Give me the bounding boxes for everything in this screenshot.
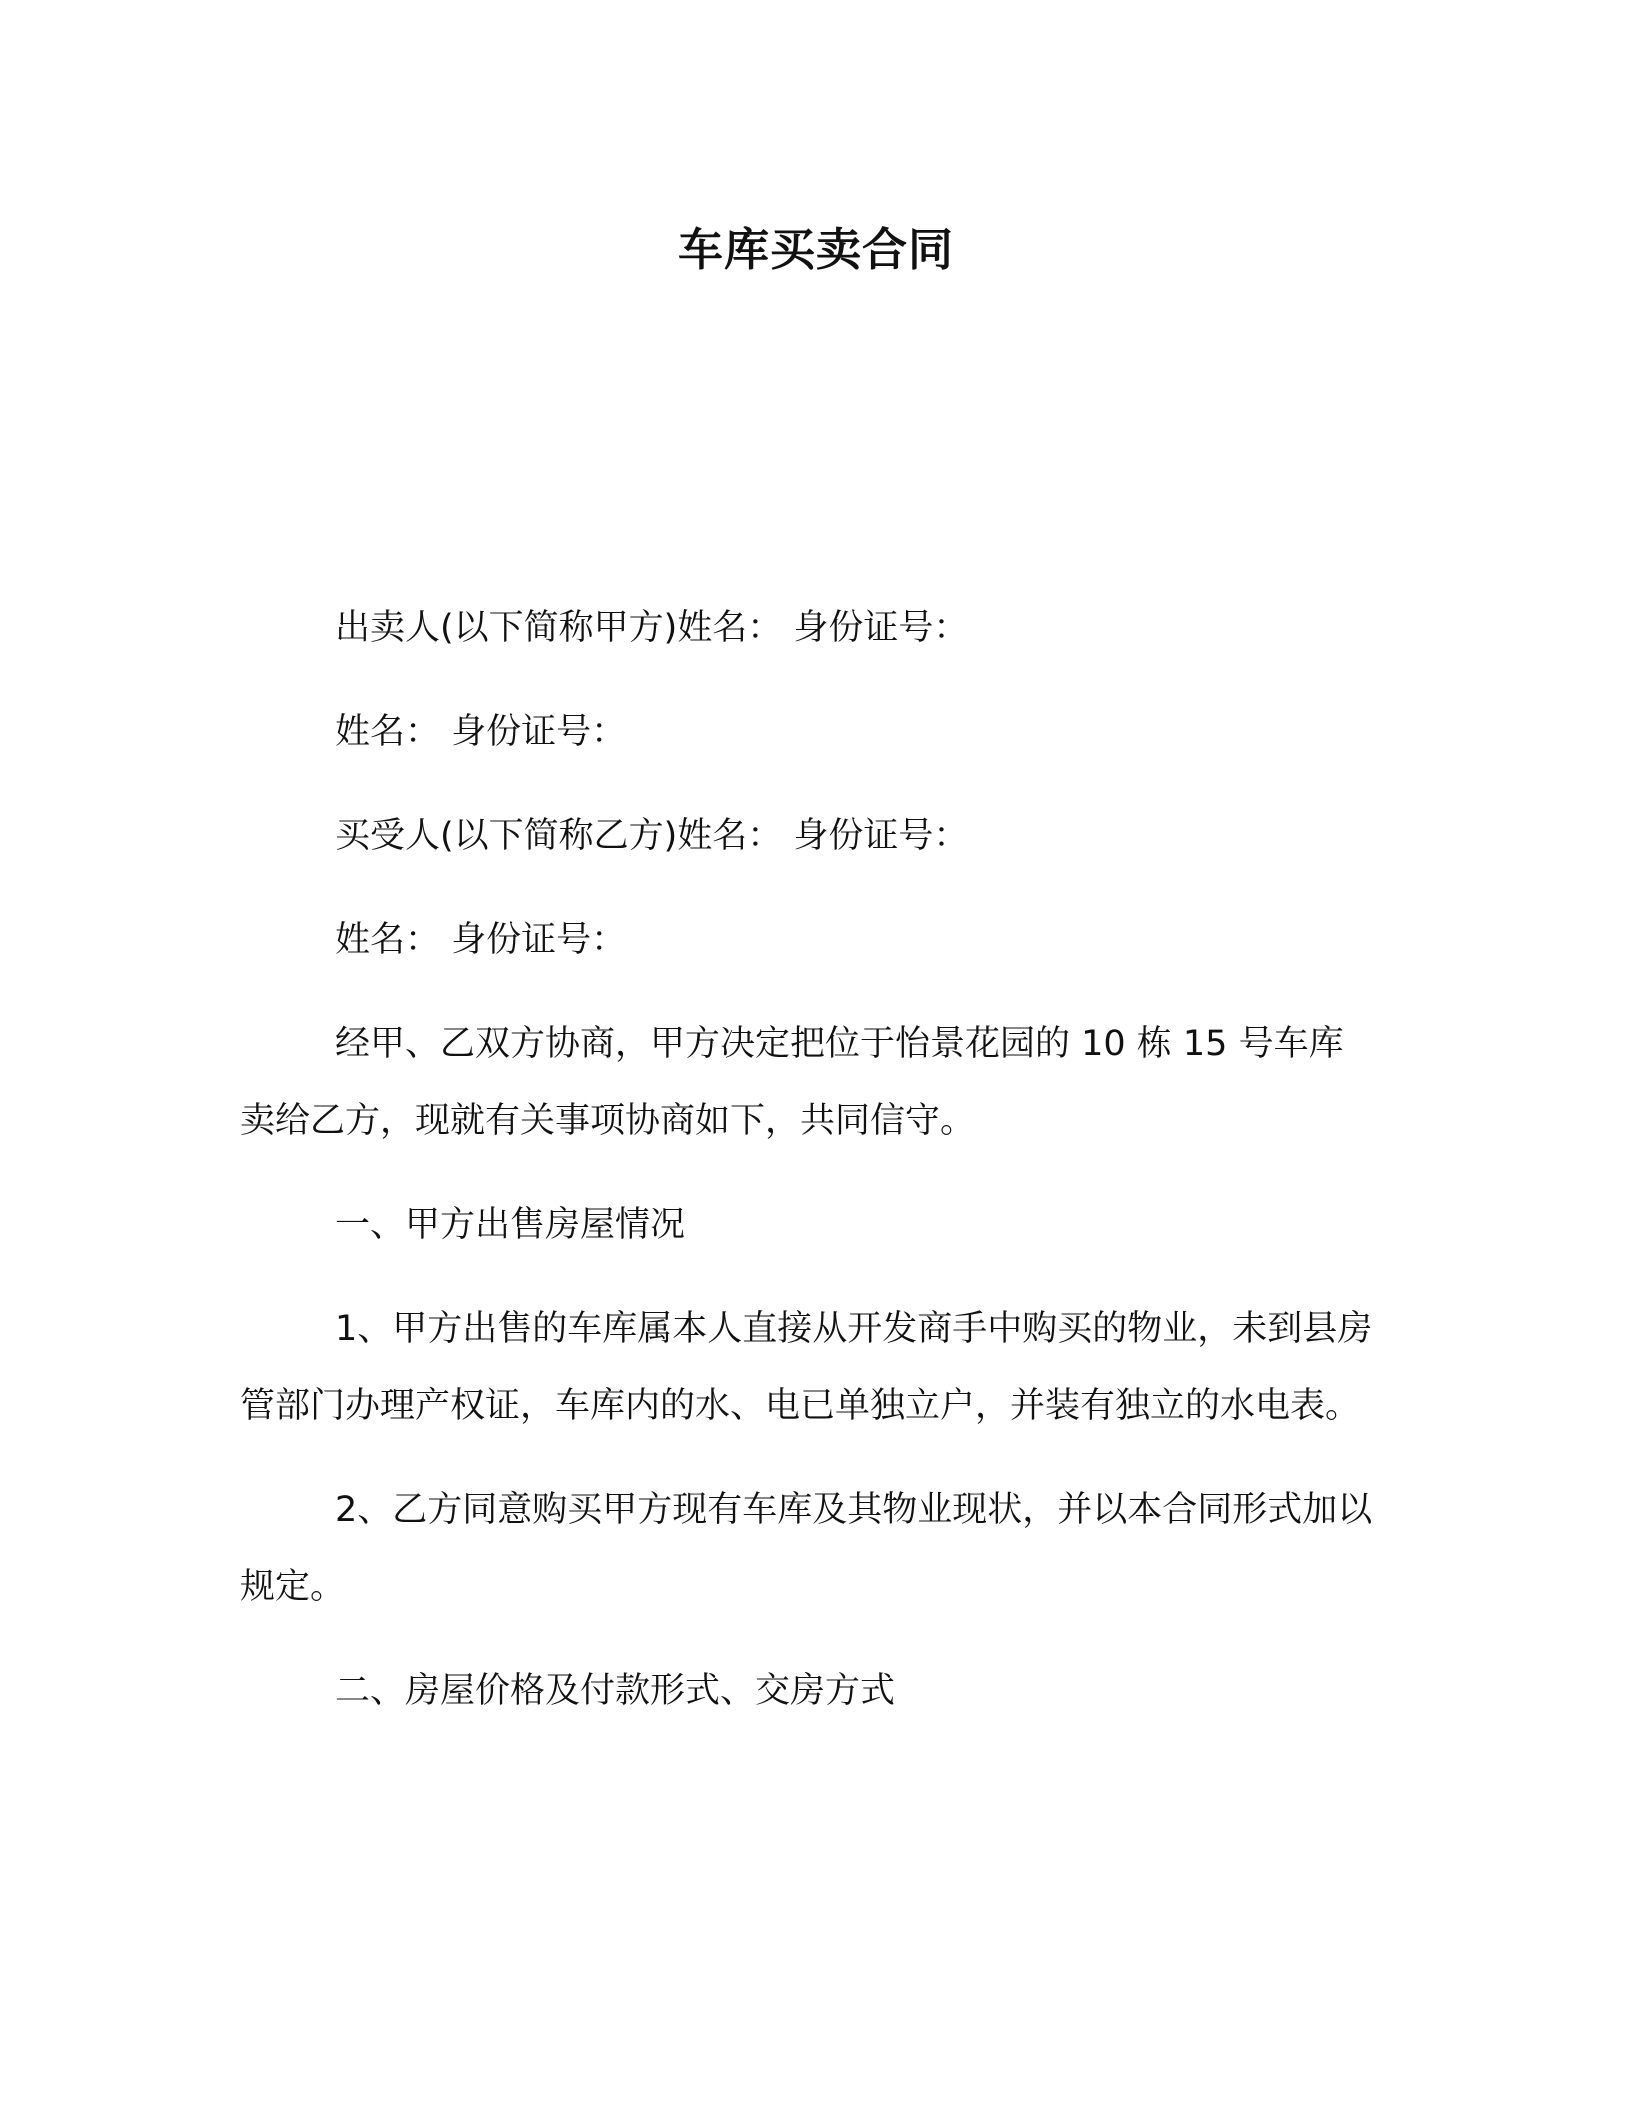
paragraph-buyer-1: 买受人(以下简称乙方)姓名： 身份证号： <box>335 816 969 856</box>
paragraph-clause-2: 2、乙方同意购买甲方现有车库及其物业现状，并以本合同形式加以规定。 <box>240 1490 1373 1607</box>
paragraph-clause-1: 1、甲方出售的车库属本人直接从开发商手中购买的物业，未到县房管部门办理产权证，车库内的水、电已单独立户，并装有独立的水电表。 <box>240 1309 1373 1426</box>
section-heading-2: 二、房屋价格及付款形式、交房方式 <box>335 1671 896 1711</box>
paragraph-seller-1: 出卖人(以下简称甲方)姓名： 身份证号： <box>335 608 969 648</box>
paragraph-seller-2: 姓名： 身份证号： <box>335 712 627 752</box>
paragraph-buyer-2: 姓名： 身份证号： <box>335 920 627 960</box>
section-heading-1: 一、甲方出售房屋情况 <box>335 1205 686 1245</box>
document-body <box>240 590 1375 1757</box>
paragraph-agreement-intro: 经甲、乙双方协商，甲方决定把位于怡景花园的 10 栋 15 号车库卖给乙方，现就有关事项协商如下，共同信守。 <box>240 1024 1344 1141</box>
document-title: 车库买卖合同 <box>677 223 954 276</box>
